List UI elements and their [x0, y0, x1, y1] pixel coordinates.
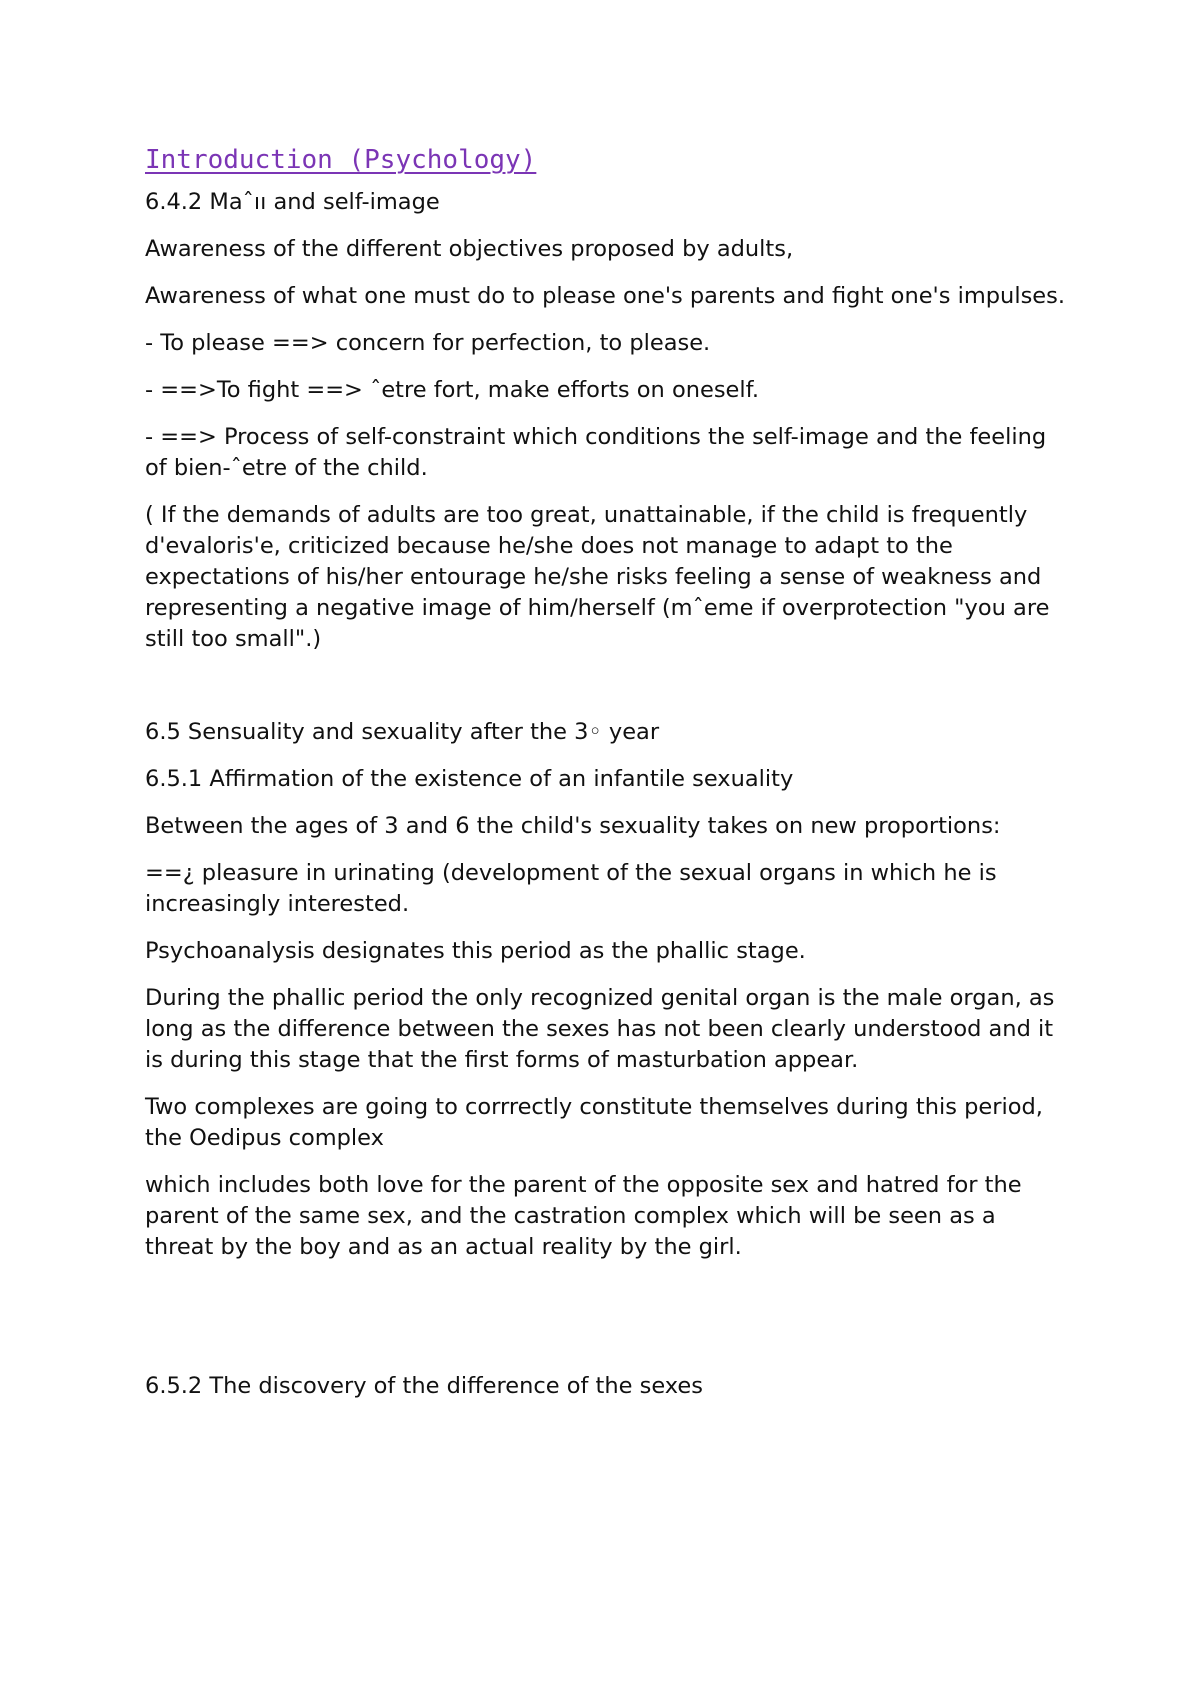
subsection-heading: 6.5.1 Affirmation of the existence of an infantile sexuality — [145, 766, 794, 792]
bullet-line: - To please ==> concern for perfection, to please. — [145, 330, 711, 356]
bullet-line: - ==>To fight ==> ˆetre fort, make efforts on oneself. — [145, 377, 760, 403]
body-paragraph: ( If the demands of adults are too great, unattainable, if the child is frequently d'evaloris'e, criticized because he/she does not manage to adapt to the expectations of his/her entourage he/she risks feeling a sense of weakness and representing a negative image of him/herself (mˆeme if overprotection "you are still too small".) — [145, 502, 1050, 652]
spacer — [145, 671, 1070, 717]
spacer — [145, 1279, 1070, 1371]
section-heading: 6.4.2 Maˆıı and self-image — [145, 189, 440, 215]
document-content — [145, 142, 1070, 1418]
body-paragraph: ==¿ pleasure in urinating (development of the sexual organs in which he is increasingly interested. — [145, 860, 997, 917]
document-title: Introduction (Psychology) — [145, 145, 537, 175]
section-heading: 6.5 Sensuality and sexuality after the 3◦ year — [145, 719, 660, 745]
subsection-heading: 6.5.2 The discovery of the difference of the sexes — [145, 1373, 703, 1399]
body-paragraph: Two complexes are going to corrrectly constitute themselves during this period, the Oedipus complex — [145, 1094, 1043, 1151]
body-paragraph: Between the ages of 3 and 6 the child's sexuality takes on new proportions: — [145, 813, 1001, 839]
bullet-line: - ==> Process of self-constraint which conditions the self-image and the feeling of bien-ˆetre of the child. — [145, 424, 1047, 481]
body-paragraph: Psychoanalysis designates this period as the phallic stage. — [145, 938, 806, 964]
body-paragraph: which includes both love for the parent of the opposite sex and hatred for the parent of the same sex, and the castration complex which will be seen as a threat by the boy and as an actual reality by the girl. — [145, 1172, 1022, 1260]
body-paragraph: During the phallic period the only recognized genital organ is the male organ, as long as the difference between the sexes has not been clearly understood and it is during this stage that the first forms of masturbation appear. — [145, 985, 1055, 1073]
body-paragraph: Awareness of what one must do to please one's parents and fight one's impulses. — [145, 283, 1066, 309]
body-paragraph: Awareness of the different objectives proposed by adults, — [145, 236, 794, 262]
